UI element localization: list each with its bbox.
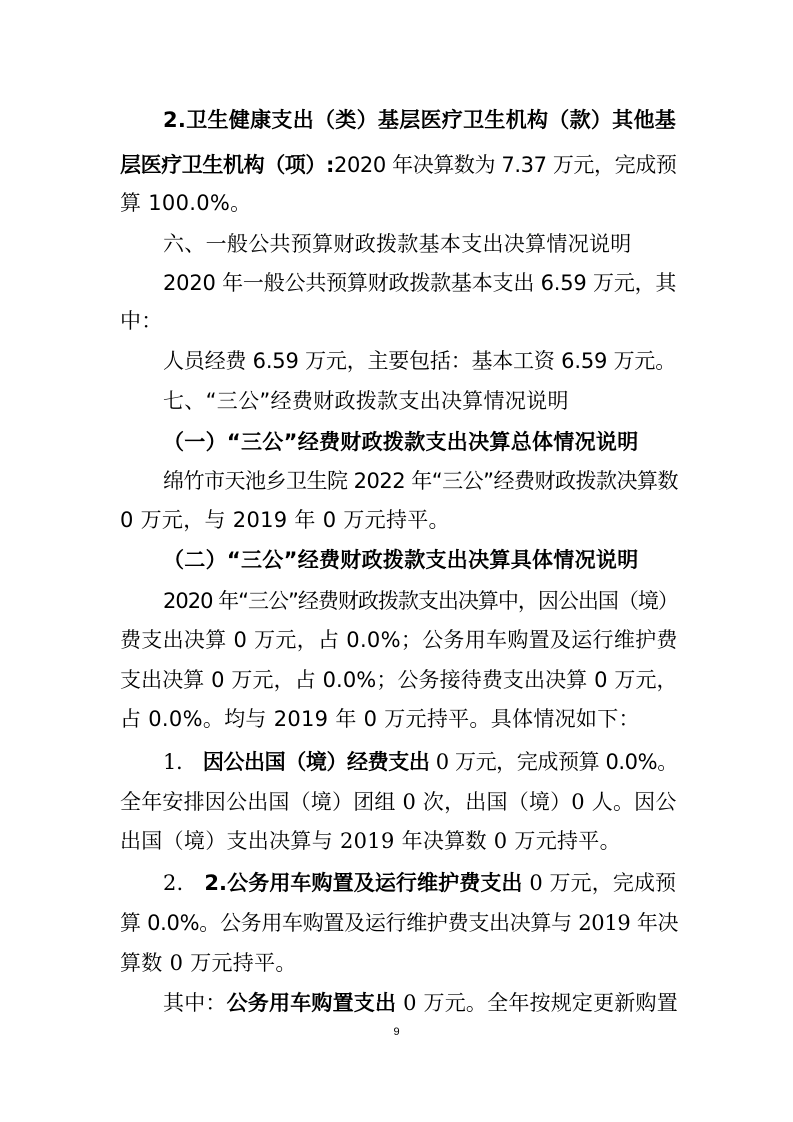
text-line	[120, 948, 297, 978]
text-line	[120, 306, 163, 336]
list-marker: 1.	[163, 750, 203, 774]
text-segment: 公务用车购置支出	[226, 991, 397, 1015]
text-segment: 占 0.0%。均与 2019 年 0 万元持平。具体情况如下：	[120, 707, 640, 731]
text-segment: 完成预算 0.0%。	[516, 750, 678, 774]
text-line	[163, 346, 676, 376]
text-segment: 0 万元。全年按规定更新购置	[396, 991, 678, 1015]
list-item	[163, 747, 678, 777]
section-heading	[163, 229, 632, 259]
text-segment: 算 0.0%。	[120, 911, 220, 935]
text-segment: 2020 年决算数为 7.37 万元，完成预	[334, 153, 677, 177]
text-line	[163, 586, 678, 616]
text-line	[120, 704, 640, 734]
text-line	[163, 268, 676, 298]
text-segment: 六、一般公共预算财政拨款基本支出决算情况说明	[163, 232, 632, 256]
text-segment: 0 万元，与 2019 年 0 万元持平。	[120, 508, 450, 532]
list-marker: 2.	[163, 871, 205, 895]
text-segment: 绵竹市天池乡卫生院 2022 年“三公”经费财政拨款决算数	[163, 469, 679, 493]
text-line	[120, 625, 678, 655]
subsection-heading	[163, 545, 639, 575]
text-segment: （一）“三公”经费财政拨款支出决算总体情况说明	[163, 430, 639, 454]
text-segment: 费支出决算 0 万元，占 0.0%；公务用车购置及运行维护费	[120, 628, 678, 652]
text-segment: 全年安排因公出国（境）团组 0 次，出国（境）0 人。因公	[120, 790, 677, 814]
text-line	[163, 105, 676, 135]
text-segment: 2020 年一般公共预算财政拨款基本支出 6.59 万元，其	[163, 271, 677, 295]
text-segment: 2020 年“三公”经费财政拨款支出决算中，因公出国（境）	[163, 589, 678, 613]
page-number: 9	[393, 1026, 400, 1038]
text-segment: 算 100.0%。	[120, 191, 252, 215]
text-segment: 2.卫生健康支出（类）基层医疗卫生机构（款）其他基	[163, 108, 677, 132]
text-segment: 2.公务用车购置及运行维护费支出	[204, 871, 523, 895]
text-line	[120, 908, 678, 938]
text-line	[163, 466, 678, 496]
subsection-heading	[163, 427, 639, 457]
text-segment: 0 万元，完成预	[522, 871, 677, 895]
text-line	[120, 665, 678, 695]
text-segment: 人员经费 6.59 万元，主要包括：基本工资 6.59 万元。	[163, 349, 677, 373]
text-line	[120, 787, 677, 817]
text-segment: 七、“三公”经费财政拨款支出决算情况说明	[163, 389, 569, 413]
text-line	[120, 188, 251, 218]
text-segment: 出国（境）支出决算与 2019 年决算数 0 万元持平。	[120, 829, 621, 853]
text-segment: 因公出国（境）经费支出	[202, 750, 430, 774]
text-segment: 层医疗卫生机构（项）:	[120, 153, 334, 177]
text-segment: 支出决算 0 万元，占 0.0%；公务接待费支出决算 0 万元，	[120, 668, 678, 692]
list-item	[163, 868, 676, 898]
section-heading	[163, 386, 569, 416]
text-line	[120, 505, 450, 535]
text-segment: 其中：	[163, 991, 227, 1015]
text-segment: （二）“三公”经费财政拨款支出决算具体情况说明	[163, 548, 639, 572]
text-line	[120, 150, 676, 180]
text-line	[120, 826, 621, 856]
text-segment: 0 万元，	[429, 750, 517, 774]
text-segment: 算数 0 万元持平。	[120, 951, 297, 975]
text-segment: 公务用车购置及运行维护费支出决算与 2019 年决	[219, 911, 679, 935]
text-line	[163, 988, 678, 1018]
text-segment: 中：	[120, 309, 163, 333]
